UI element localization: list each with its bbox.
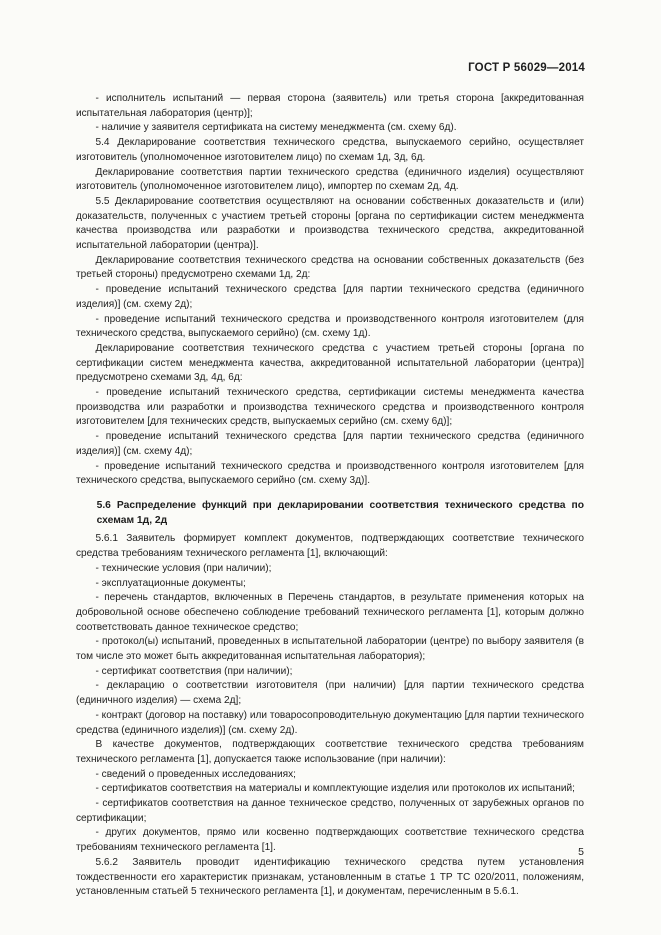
paragraph: - проведение испытаний технического средства [для партии технического средства (единичного изделия)] (см. схему 2д); <box>76 284 584 310</box>
paragraph: - проведение испытаний технического средства [для партии технического средства (единичного изделия)] (см. схему 4д); <box>76 431 584 457</box>
paragraph: - сертификат соответствия (при наличии); <box>95 665 293 677</box>
paragraph: - проведение испытаний технического средства и производственного контроля изготовителем (для технического средства, выпускаемого серийно) (см. схему 1д). <box>76 313 584 340</box>
paragraph: - проведение испытаний технического средства и производственного контроля изготовителем [для технического средства, выпускаемого серийно (см. схему 3д)]. <box>76 460 584 487</box>
paragraph: - сертификатов соответствия на данное техническое средство, полученных от зарубежных органов по сертификации; <box>76 798 584 824</box>
paragraph: - наличие у заявителя сертификата на систему менеджмента (см. схему 6д). <box>95 122 457 134</box>
paragraph: 5.5 Декларирование соответствия осуществляют на основании собственных доказательств и (или) доказательств, полученных с участием третьей стороны [органа по сертификации систем менеджмента качества производства или разработки и производства технического средства, аккредитованной испытательной лаборатории (центра)]. <box>76 195 584 252</box>
paragraph: 5.4 Декларирование соответствия технического средства, выпускаемого серийно, осуществляет изготовитель (уполномоченное изготовителем лицо) по схемам 1д, 3д, 6д. <box>76 137 584 163</box>
paragraph: 5.6.2 Заявитель проводит идентификацию технического средства путем установления тождественности его характеристик признакам, установленным в статье 1 ТР ТС 020/2011, положениям, установленным статьей 5 технического регламента [1], и документам, перечисленным в 5.6.1. <box>76 856 584 898</box>
paragraph: - эксплуатационные документы; <box>95 577 246 589</box>
paragraph: - сведений о проведенных исследованиях; <box>95 768 296 780</box>
paragraph: - других документов, прямо или косвенно подтверждающих соответствие технического средства требованиям технического регламента [1]. <box>76 827 584 854</box>
paragraph: Декларирование соответствия технического средства на основании собственных доказательств (без третьей стороны) предусмотрено схемами 1д, 2д: <box>76 254 584 281</box>
section-heading: 5.6 Распределение функций при декларировании соответствия технического средства по схемам 1д, 2д <box>96 499 584 526</box>
paragraph: - технические условия (при наличии); <box>95 562 272 574</box>
paragraph: - декларацию о соответствии изготовителя (при наличии) [для партии технического средства (единичного изделия) — схема 2д]; <box>76 680 584 707</box>
paragraph: - проведение испытаний технического средства, сертификации системы менеджмента качества производства или разработки и производства технического средства и производственного контроля изготовителем [для технических средств, выпускаемых серийно (см. схему 6д)]; <box>76 387 584 428</box>
document-body <box>76 92 584 900</box>
paragraph: Декларирование соответствия технического средства с участием третьей стороны [органа по сертификации систем менеджмента качества, аккредитованной испытательной лаборатории (центра)] предусмотрено схемами 3д, 4д, 6д: <box>76 342 584 384</box>
page-number: 5 <box>578 846 584 858</box>
paragraph: - протокол(ы) испытаний, проведенных в испытательной лаборатории (центре) по выбору заявителя (в том числе это может быть аккредитованная испытательная лаборатория); <box>76 636 584 663</box>
paragraph: - перечень стандартов, включенных в Перечень стандартов, в результате применения которых на добровольной основе обеспечено соблюдение требований технического регламента [1], которым должно соответствовать данное техническое средство; <box>76 592 584 633</box>
document-header: ГОСТ Р 56029—2014 <box>468 62 585 74</box>
paragraph: - контракт (договор на поставку) или товаросопроводительную документацию [для партии технического средства (единичного изделия)] (см. схему 2д). <box>76 709 584 736</box>
paragraph: В качестве документов, подтверждающих соответствие технического средства требованиям технического регламента [1], допускается также использование (при наличии): <box>76 739 584 765</box>
paragraph: 5.6.1 Заявитель формирует комплект документов, подтверждающих соответствие технического средства требованиям технического регламента [1], включающий: <box>76 533 584 560</box>
paragraph: - сертификатов соответствия на материалы и комплектующие изделия или протоколов их испытаний; <box>95 783 575 795</box>
paragraph: - исполнитель испытаний — первая сторона (заявитель) или третья сторона [аккредитованная испытательная лаборатория (центр)]; <box>76 93 584 119</box>
paragraph: Декларирование соответствия партии технического средства (единичного изделия) осуществляют изготовитель (уполномоченное изготовителем лицо), импортер по схемам 2д, 4д. <box>76 166 584 193</box>
